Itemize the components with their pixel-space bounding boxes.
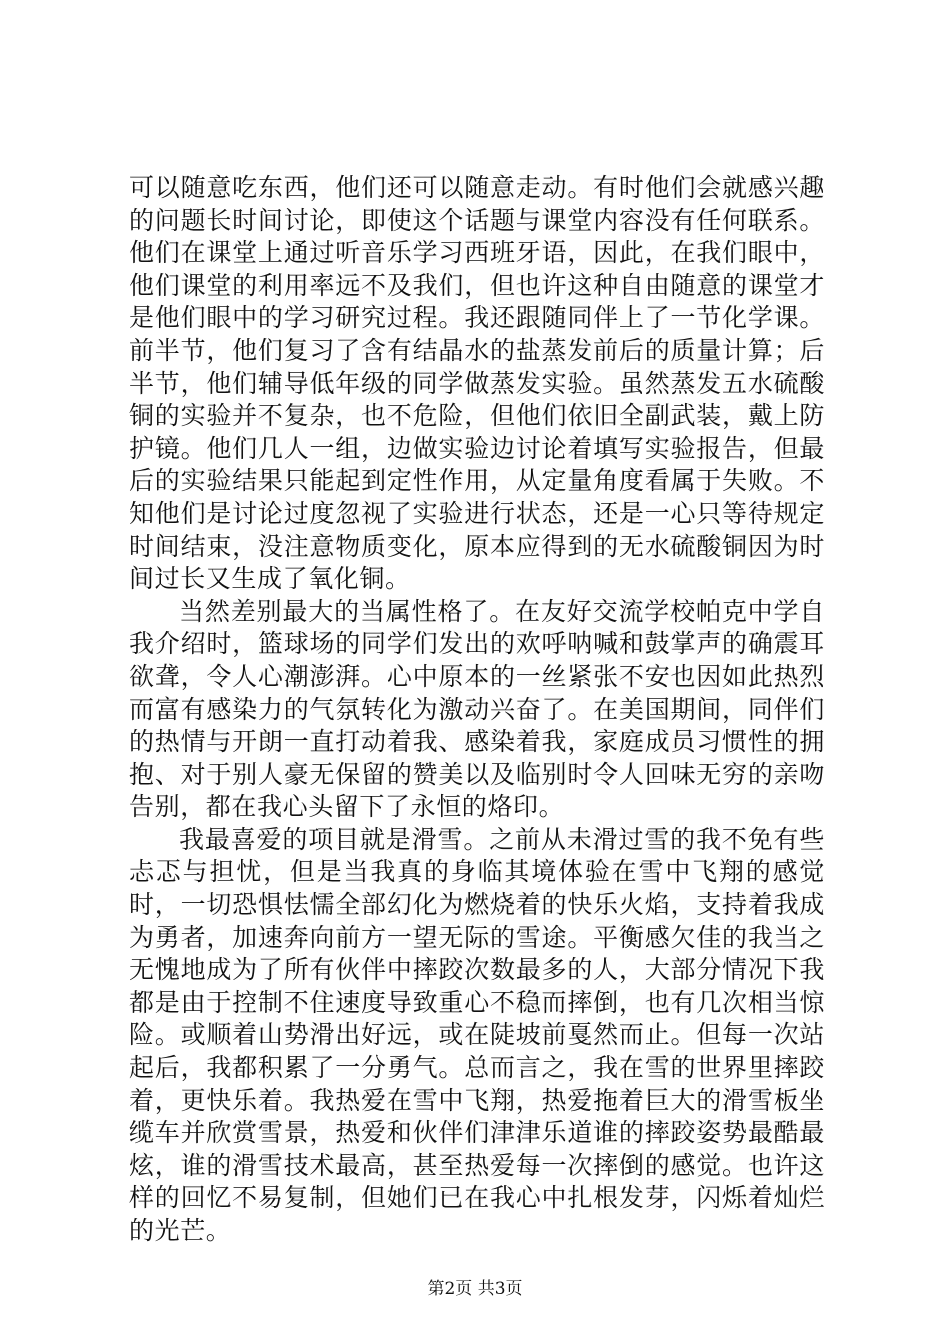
paragraph-1: 可以随意吃东西，他们还可以随意走动。有时他们会就感兴趣的问题长时间讨论，即使这个话题与课堂内容没有任何联系。他们在课堂上通过听音乐学习西班牙语，因此，在我们眼中，他们课堂的利用率远不及我们，但也许这种自由随意的课堂才是他们眼中的学习研究过程。我还跟随同伴上了一节化学课。前半节，他们复习了含有结晶水的盐蒸发前后的质量计算；后半节，他们辅导低年级的同学做蒸发实验。虽然蒸发五水硫酸铜的实验并不复杂，也不危险，但他们依旧全副武装，戴上防护镜。他们几人一组，边做实验边讨论着填写实验报告，但最后的实验结果只能起到定性作用，从定量角度看属于失败。不知他们是讨论过度忽视了实验进行状态，还是一心只等待规定时间结束，没注意物质变化，原本应得到的无水硫酸铜因为时间过长又生成了氧化铜。 xyxy=(129,173,825,594)
paragraph-3: 我最喜爱的项目就是滑雪。之前从未滑过雪的我不免有些忐忑与担忧，但是当我真的身临其境体验在雪中飞翔的感觉时，一切恐惧怯懦全部幻化为燃烧着的快乐火焰，支持着我成为勇者，加速奔向前方一望无际的雪途。平衡感欠佳的我当之无愧地成为了所有伙伴中摔跤次数最多的人，大部分情况下我都是由于控制不住速度导致重心不稳而摔倒，也有几次相当惊险。或顺着山势滑出好远，或在陡坡前戛然而止。但每一次站起后，我都积累了一分勇气。总而言之，我在雪的世界里摔跤着，更快乐着。我热爱在雪中飞翔，热爱拖着巨大的滑雪板坐缆车并欣赏雪景，热爱和伙伴们津津乐道谁的摔跤姿势最酷最炫，谁的滑雪技术最高，甚至热爱每一次摔倒的感觉。也许这样的回忆不易复制，但她们已在我心中扎根发芽，闪烁着灿烂的光芒。 xyxy=(129,824,825,1245)
paragraph-2: 当然差别最大的当属性格了。在友好交流学校帕克中学自我介绍时，篮球场的同学们发出的欢呼呐喊和鼓掌声的确震耳欲聋，令人心潮澎湃。心中原本的一丝紧张不安也因如此热烈而富有感染力的气氛转化为激动兴奋了。在美国期间，同伴们的热情与开朗一直打动着我、感染着我，家庭成员习惯性的拥抱、对于别人豪无保留的赞美以及临别时令人回味无穷的亲吻告别，都在我心头留下了永恒的烙印。 xyxy=(129,596,825,822)
page-footer: 第2页 共3页 xyxy=(427,1279,523,1299)
document-body xyxy=(129,172,825,1248)
